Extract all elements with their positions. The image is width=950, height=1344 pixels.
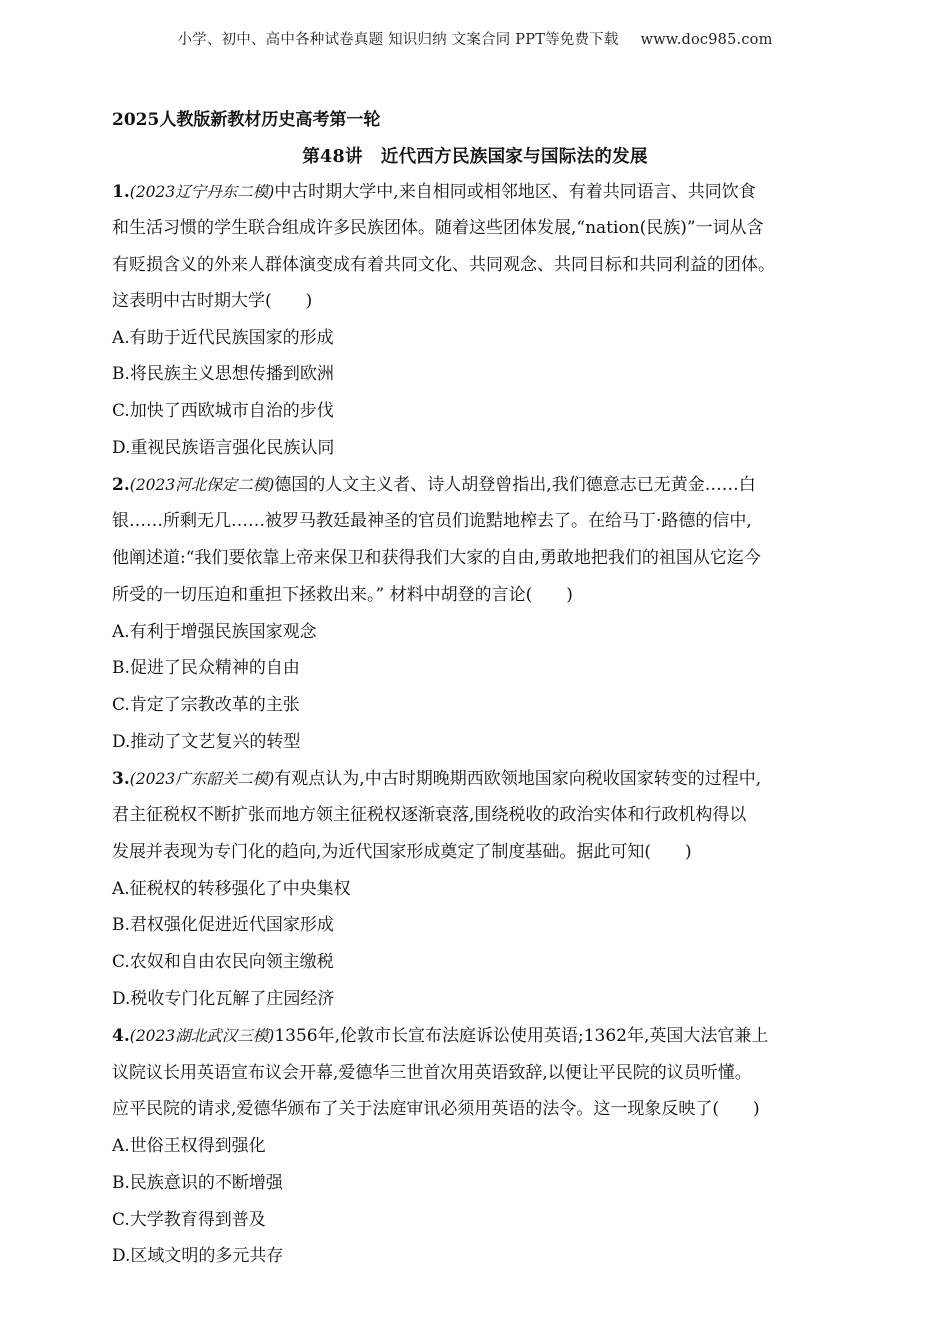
question-4-line-3: 应平民院的请求,爱德华颁布了关于法庭审讯必须用英语的法令。这一现象反映了( ) (112, 1099, 760, 1119)
question-1-line-2: 和生活习惯的学生联合组成许多民族团体。随着这些团体发展,“nation(民族)”一词从含 (112, 218, 764, 238)
question-3-number: 3 (112, 769, 124, 789)
question-2-text-1: 德国的人文主义者、诗人胡登曾指出,我们德意志已无黄金……白 (274, 475, 756, 495)
question-3-line-3: 发展并表现为专门化的趋向,为近代国家形成奠定了制度基础。据此可知( ) (112, 842, 692, 862)
question-3-line-1: 3.(2023广东韶关二模)有观点认为,中古时期晚期西欧领地国家向税收国家转变的过程中, (112, 769, 762, 789)
question-2-option-a[interactable]: A.有利于增强民族国家观念 (112, 622, 317, 642)
document-title: 2025人教版新教材历史高考第一轮 (112, 110, 381, 130)
question-2-line-1: 2.(2023河北保定二模)德国的人文主义者、诗人胡登曾指出,我们德意志已无黄金……白 (112, 475, 756, 495)
header-banner: 小学、初中、高中各种试卷真题 知识归纳 文案合同 PPT等免费下载 (177, 32, 619, 48)
question-4-source: (2023湖北武汉三模) (129, 1027, 275, 1045)
question-2-option-b[interactable]: B.促进了民众精神的自由 (112, 658, 300, 678)
question-4-option-d[interactable]: D.区域文明的多元共存 (112, 1246, 284, 1266)
question-1-option-a[interactable]: A.有助于近代民族国家的形成 (112, 328, 334, 348)
lesson-name: 近代西方民族国家与国际法的发展 (380, 147, 648, 167)
question-2-line-3: 他阐述道:“我们要依靠上帝来保卫和获得我们大家的自由,勇敢地把我们的祖国从它迄今 (112, 548, 761, 568)
question-1-option-d[interactable]: D.重视民族语言强化民族认同 (112, 438, 335, 458)
question-3-option-d[interactable]: D.税收专门化瓦解了庄园经济 (112, 989, 335, 1009)
question-4-line-1: 4.(2023湖北武汉三模)1356年,伦敦市长宣布法庭诉讼使用英语;1362年,英国大法官兼上 (112, 1026, 769, 1046)
lesson-number: 第48讲 (302, 147, 363, 167)
question-1-source: (2023辽宁丹东二模) (129, 183, 275, 201)
question-3-source: (2023广东韶关二模) (129, 770, 275, 788)
question-4-option-c[interactable]: C.大学教育得到普及 (112, 1210, 266, 1230)
question-1-line-3: 有贬损含义的外来人群体演变成有着共同文化、共同观念、共同目标和共同利益的团体。 (112, 255, 775, 275)
question-2-option-d[interactable]: D.推动了文艺复兴的转型 (112, 732, 301, 752)
question-3-text-1: 有观点认为,中古时期晚期西欧领地国家向税收国家转变的过程中, (274, 769, 762, 789)
header-url: www.doc985.com (640, 32, 773, 48)
question-3-line-2: 君主征税权不断扩张而地方领主征税权逐渐衰落,围绕税收的政治实体和行政机构得以 (112, 805, 747, 825)
question-1-option-b[interactable]: B.将民族主义思想传播到欧洲 (112, 364, 334, 384)
question-2-option-c[interactable]: C.肯定了宗教改革的主张 (112, 695, 300, 715)
question-3-option-c[interactable]: C.农奴和自由农民向领主缴税 (112, 952, 334, 972)
question-4-number: 4 (112, 1026, 124, 1046)
question-4-line-2: 议院议长用英语宣布议会开幕,爱德华三世首次用英语致辞,以便让平民院的议员听懂。 (112, 1063, 752, 1083)
question-2-line-2: 银……所剩无几……被罗马教廷最神圣的官员们诡黠地榨去了。在给马丁·路德的信中, (112, 511, 752, 531)
question-2-source: (2023河北保定二模) (129, 476, 275, 494)
question-1-line-1: 1.(2023辽宁丹东二模)中古时期大学中,来自相同或相邻地区、有着共同语言、共同饮食 (112, 182, 756, 202)
question-1-number: 1 (112, 182, 124, 202)
question-3-option-a[interactable]: A.征税权的转移强化了中央集权 (112, 879, 351, 899)
page-header (0, 28, 950, 49)
question-1-line-4: 这表明中古时期大学( ) (112, 291, 313, 311)
question-2-number: 2 (112, 475, 124, 495)
question-4-option-a[interactable]: A.世俗王权得到强化 (112, 1136, 266, 1156)
question-4-option-b[interactable]: B.民族意识的不断增强 (112, 1173, 283, 1193)
question-1-text-1: 中古时期大学中,来自相同或相邻地区、有着共同语言、共同饮食 (274, 182, 756, 202)
question-4-text-1: 1356年,伦敦市长宣布法庭诉讼使用英语;1362年,英国大法官兼上 (274, 1026, 769, 1046)
question-2-line-4: 所受的一切压迫和重担下拯救出来。” 材料中胡登的言论( ) (112, 585, 573, 605)
question-3-option-b[interactable]: B.君权强化促进近代国家形成 (112, 915, 334, 935)
question-1-option-c[interactable]: C.加快了西欧城市自治的步伐 (112, 401, 334, 421)
lesson-title (0, 143, 950, 168)
